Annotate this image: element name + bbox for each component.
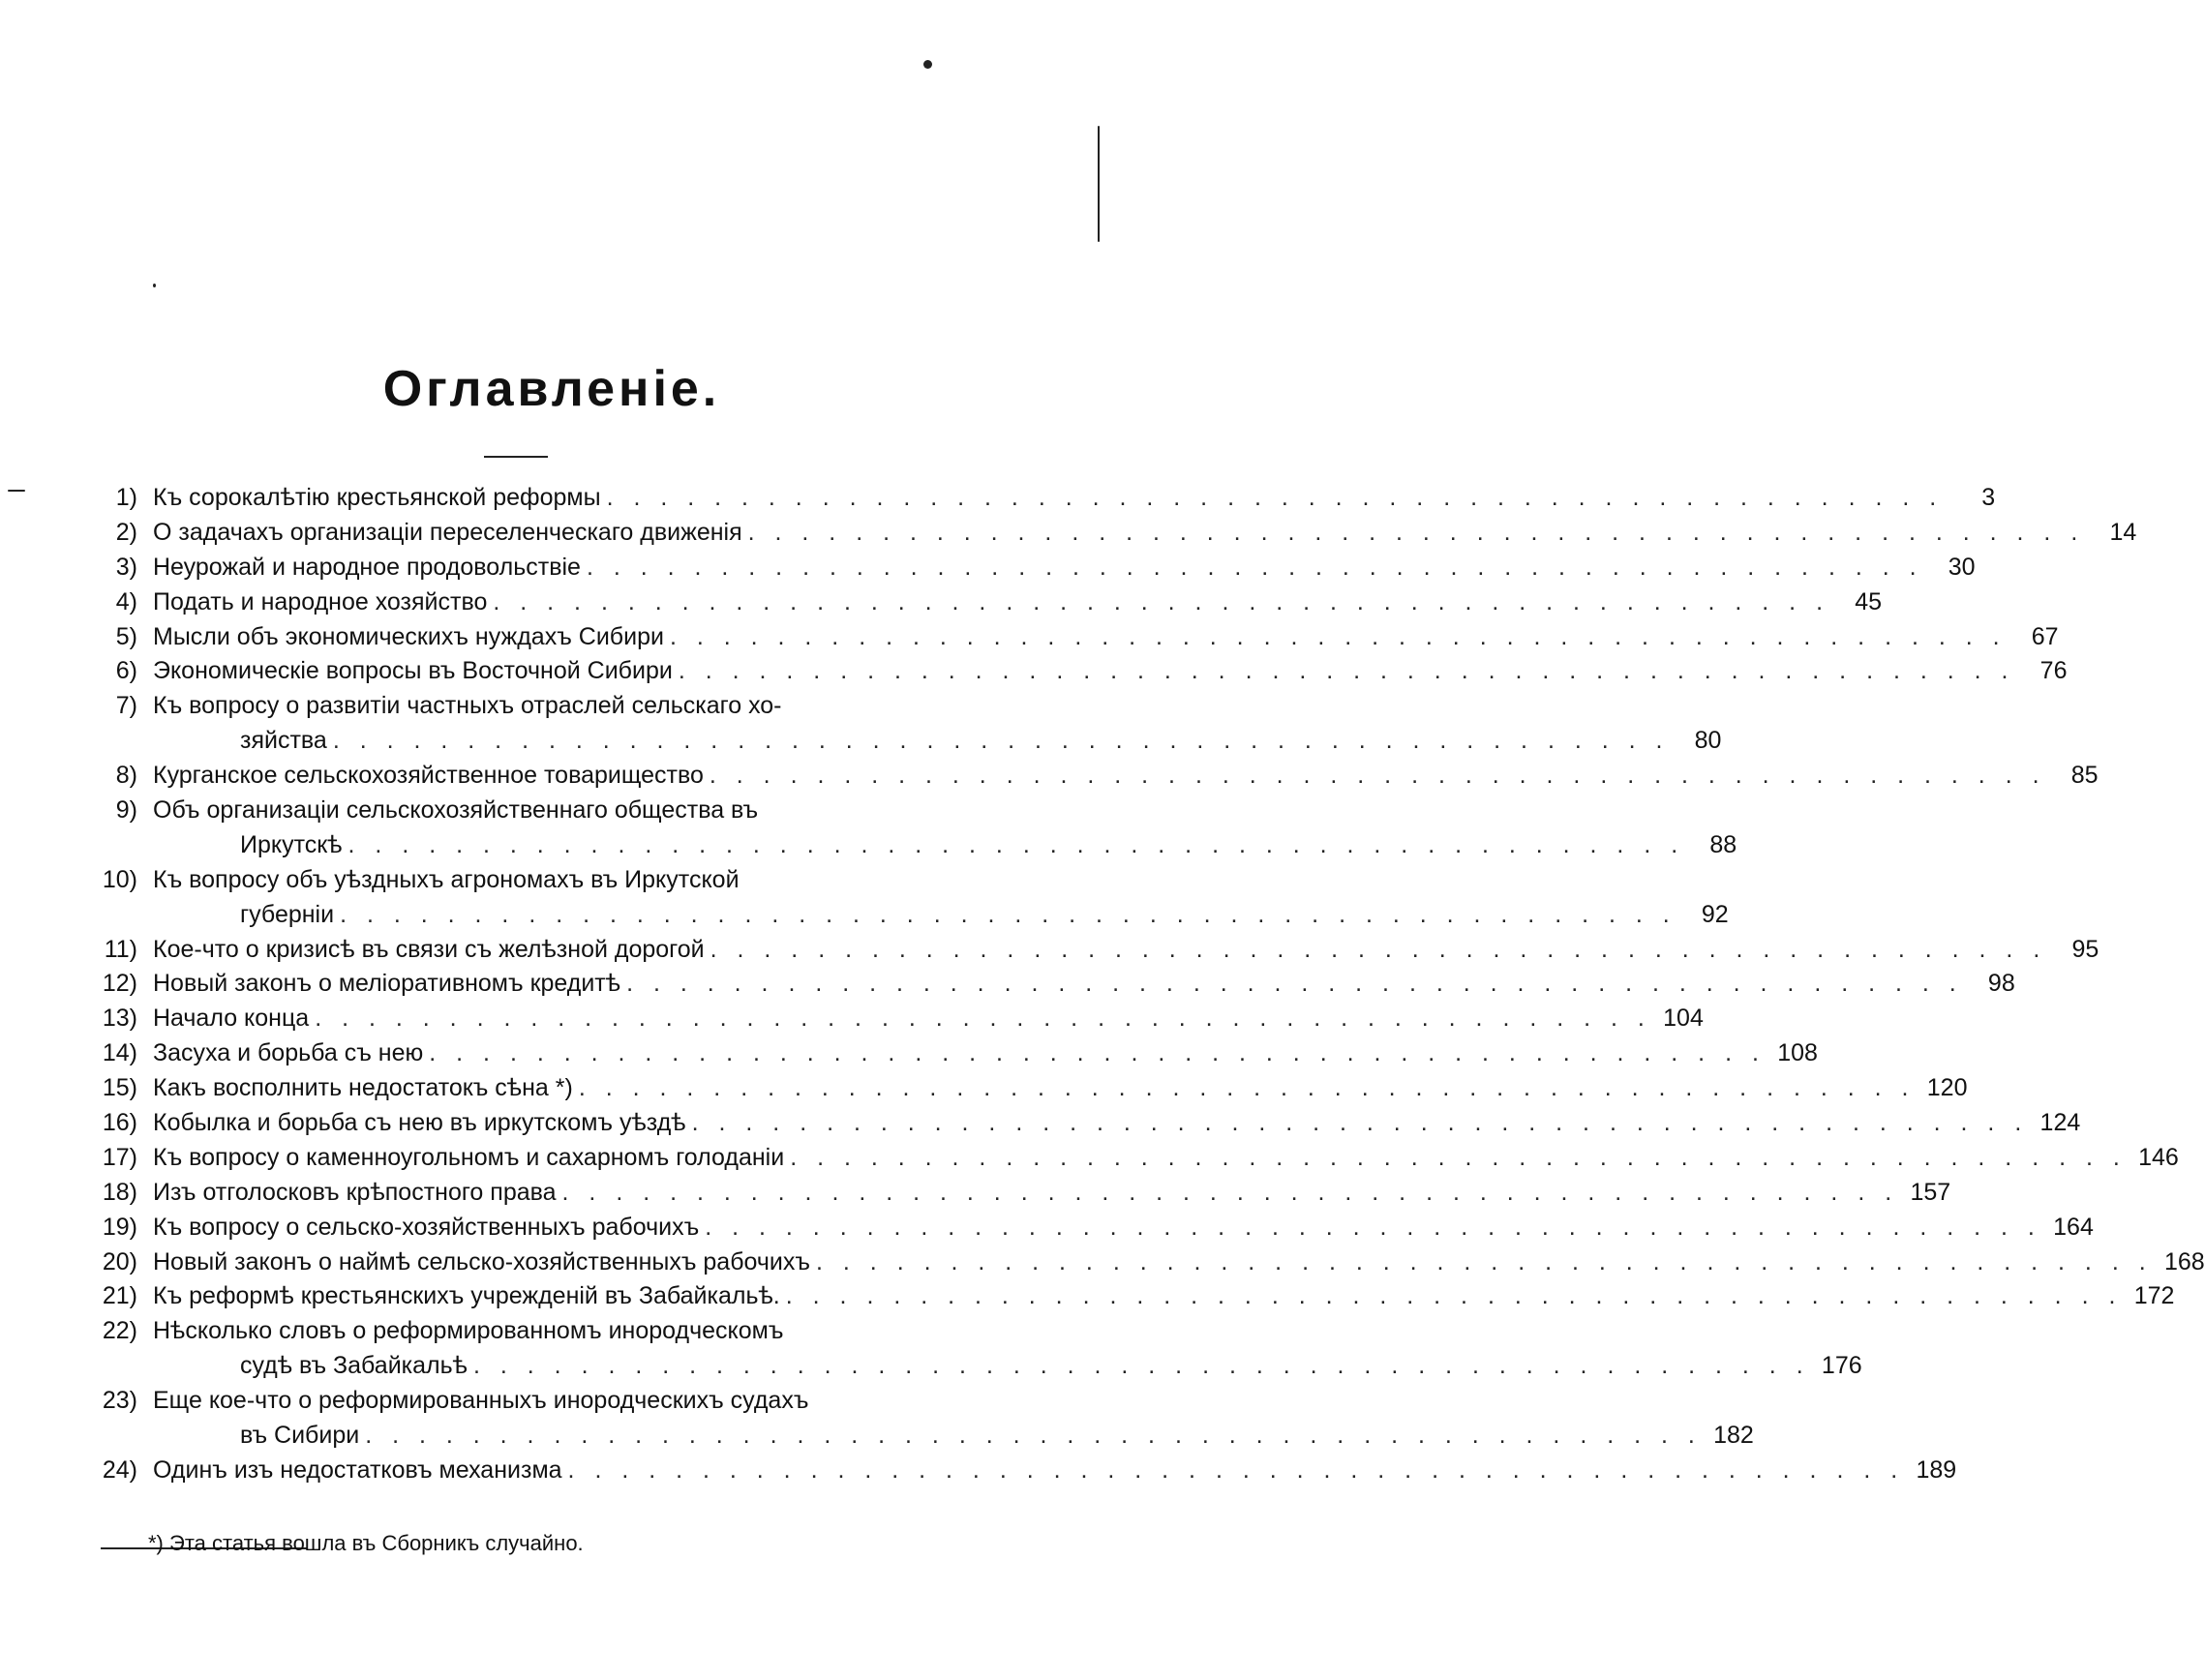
- toc-line: [93, 1454, 1957, 1488]
- toc-entry: [93, 1245, 2205, 1280]
- leader-dots: . . . . . . . . . . . . . . . . . . . . . . . . . . . . . . . . . . . . . . . . . . . . . . . . . .: [332, 727, 1670, 755]
- toc-number: 2): [115, 518, 137, 546]
- leader-dots: . . . . . . . . . . . . . . . . . . . . . . . . . . . . . . . . . . . . . . . . . . . . . . . . . .: [561, 1178, 1899, 1206]
- toc-page-number: 182: [1713, 1422, 1754, 1450]
- toc-line: [93, 1245, 2205, 1280]
- scan-speck: [1098, 126, 1100, 242]
- toc-page-number: 30: [1948, 553, 1976, 581]
- toc-number: 19): [102, 1213, 137, 1241]
- toc-title: Экономическіе вопросы въ Восточной Сибири: [153, 657, 673, 685]
- toc-number: 6): [115, 657, 137, 685]
- toc-title: Мысли объ экономическихъ нуждахъ Сибири: [153, 622, 664, 650]
- toc-line: [93, 1419, 1754, 1454]
- toc-title: Новый законъ о меліоративномъ кредитѣ: [153, 970, 621, 998]
- title-divider: [484, 456, 548, 458]
- toc-tail: [153, 1071, 1968, 1106]
- toc-entry: [93, 1279, 2175, 1314]
- toc-page-number: 67: [2031, 622, 2059, 650]
- toc-title: Одинъ изъ недостатковъ механизма: [153, 1455, 562, 1484]
- leader-dots: . . . . . . . . . . . . . . . . . . . . . . . . . . . . . . . . . . . . . . . . . . . . . . . . . .: [347, 830, 1685, 858]
- scan-speck: [923, 60, 932, 69]
- toc-page-number: 80: [1694, 727, 1722, 755]
- toc-page-number: 189: [1916, 1455, 1957, 1484]
- toc-number: 17): [102, 1143, 137, 1171]
- toc-entry: [93, 933, 2099, 968]
- leader-dots: . . . . . . . . . . . . . . . . . . . . . . . . . . . . . . . . . . . . . . . . . . . . . . . . . .: [473, 1352, 1810, 1380]
- toc-tail: [153, 1454, 1957, 1488]
- toc-line: [93, 724, 1722, 759]
- toc-line: [93, 863, 935, 898]
- toc-title: губерніи: [240, 900, 335, 928]
- toc-page-number: 76: [2039, 657, 2068, 685]
- leader-dots: . . . . . . . . . . . . . . . . . . . . . . . . . . . . . . . . . . . . . . . . . . . . . . . . . .: [365, 1422, 1702, 1450]
- toc-page-number: 14: [2109, 518, 2137, 546]
- toc-entry: [93, 654, 2068, 689]
- toc-title: Какъ восполнить недостатокъ сѣна *): [153, 1074, 573, 1102]
- toc-tail: [153, 620, 2059, 655]
- toc-tail: [153, 759, 2099, 794]
- toc-line: [93, 516, 2137, 551]
- toc-title: Еще кое-что о реформированныхъ инородческихъ судахъ: [153, 1387, 809, 1415]
- toc-page-number: 98: [1987, 970, 2015, 998]
- toc-tail: [153, 1211, 2094, 1245]
- toc-title: Иркутскѣ: [240, 830, 343, 858]
- toc-entry: [93, 1002, 1704, 1036]
- toc-line: [93, 1314, 935, 1349]
- toc-title: Новый законъ о наймѣ сельско-хозяйственныхъ рабочихъ: [153, 1247, 811, 1275]
- toc-tail: [153, 654, 2068, 689]
- toc-title: Къ вопросу объ уѣздныхъ агрономахъ въ Иркутской: [153, 865, 740, 893]
- toc-line: [93, 1071, 1968, 1106]
- toc-tail: [240, 898, 1729, 933]
- toc-number: 14): [102, 1039, 137, 1067]
- toc-page-number: 95: [2071, 935, 2099, 963]
- toc-number: 9): [115, 796, 137, 825]
- toc-number: 20): [102, 1247, 137, 1275]
- toc-line: [93, 585, 1883, 620]
- toc-entry: [93, 1141, 2179, 1176]
- toc-tail: [240, 1419, 1754, 1454]
- toc-page-number: 3: [1981, 484, 1996, 511]
- toc-number: 3): [115, 553, 137, 581]
- toc-title: Къ реформѣ крестьянскихъ учрежденій въ Забайкальѣ.: [153, 1282, 780, 1310]
- toc-line: [93, 794, 935, 828]
- toc-title: Подать и народное хозяйство: [153, 587, 488, 615]
- leader-dots: . . . . . . . . . . . . . . . . . . . . . . . . . . . . . . . . . . . . . . . . . . . . . . . . . .: [429, 1039, 1766, 1067]
- toc-number: 11): [104, 935, 137, 963]
- toc-entry: [93, 1314, 1862, 1384]
- toc-entry: [93, 1176, 1951, 1211]
- scan-speck: [153, 284, 156, 287]
- toc-line: [93, 759, 2099, 794]
- toc-entry: [93, 759, 2099, 794]
- leader-dots: . . . . . . . . . . . . . . . . . . . . . . . . . . . . . . . . . . . . . . . . . . . . . . . . . .: [785, 1282, 2123, 1310]
- leader-dots: . . . . . . . . . . . . . . . . . . . . . . . . . . . . . . . . . . . . . . . . . . . . . . . . . .: [678, 657, 2015, 685]
- toc-entry: [93, 620, 2059, 655]
- toc-number: 5): [115, 622, 137, 650]
- toc-number: 10): [102, 865, 137, 893]
- toc-title: Курганское сельскохозяйственное товарищество: [153, 762, 704, 790]
- toc-line: [93, 967, 2015, 1002]
- toc-number: 12): [102, 970, 137, 998]
- toc-line: [93, 1106, 2081, 1141]
- footnote: *) Эта статья вошла въ Сборникъ случайно.: [148, 1531, 584, 1555]
- toc-line: [93, 933, 2099, 968]
- toc-title: Къ вопросу о сельско-хозяйственныхъ рабочихъ: [153, 1213, 700, 1241]
- leader-dots: . . . . . . . . . . . . . . . . . . . . . . . . . . . . . . . . . . . . . . . . . . . . . . . . . .: [691, 1109, 2029, 1137]
- toc-tail: [153, 481, 1996, 516]
- leader-dots: . . . . . . . . . . . . . . . . . . . . . . . . . . . . . . . . . . . . . . . . . . . . . . . . . .: [578, 1074, 1916, 1102]
- toc-title: Кое-что о кризисѣ въ связи съ желѣзной дорогой: [153, 935, 705, 963]
- toc-line: [93, 654, 2068, 689]
- toc-number: 21): [102, 1282, 137, 1310]
- toc-page-number: 45: [1855, 587, 1883, 615]
- leader-dots: . . . . . . . . . . . . . . . . . . . . . . . . . . . . . . . . . . . . . . . . . . . . . . . . . .: [315, 1005, 1651, 1033]
- leader-dots: . . . . . . . . . . . . . . . . . . . . . . . . . . . . . . . . . . . . . . . . . . . . . . . . . .: [669, 622, 2007, 650]
- toc-entry: [93, 967, 2015, 1002]
- toc-page-number: 88: [1709, 830, 1737, 858]
- toc-title: Къ вопросу о развитіи частныхъ отраслей сельскаго хо-: [153, 692, 782, 720]
- toc-entry: [93, 585, 1883, 620]
- toc-line: [93, 898, 1729, 933]
- toc-line: [93, 620, 2059, 655]
- toc-tail: [240, 1349, 1862, 1384]
- toc-page-number: 104: [1663, 1005, 1704, 1033]
- leader-dots: . . . . . . . . . . . . . . . . . . . . . . . . . . . . . . . . . . . . . . . . . . . . . . . . . .: [705, 1213, 2041, 1241]
- toc-entry: [93, 1106, 2081, 1141]
- toc-title: О задачахъ организаціи переселенческаго движенія: [153, 518, 742, 546]
- toc-page-number: 124: [2039, 1109, 2081, 1137]
- toc-line: [93, 481, 1996, 516]
- toc-tail: [153, 585, 1883, 620]
- toc-number: 15): [102, 1074, 137, 1102]
- toc-tail: [153, 1141, 2179, 1176]
- toc-title: Кобылка и борьба съ нею въ иркутскомъ уѣздѣ: [153, 1109, 686, 1137]
- toc-line: [93, 1211, 2094, 1245]
- toc-title: Начало конца: [153, 1005, 310, 1033]
- toc-title: зяйства: [240, 727, 327, 755]
- leader-dots: . . . . . . . . . . . . . . . . . . . . . . . . . . . . . . . . . . . . . . . . . . . . . . . . . .: [340, 900, 1676, 928]
- toc-entry: [93, 1454, 1957, 1488]
- toc-number: 7): [115, 692, 137, 720]
- toc-line: [93, 1036, 1818, 1071]
- toc-line: [93, 1279, 2175, 1314]
- toc-title: Засуха и борьба съ нею: [153, 1039, 424, 1067]
- toc-line: [93, 1141, 2179, 1176]
- toc-title: Къ сорокалѣтію крестьянской реформы: [153, 484, 601, 511]
- toc-page-number: 146: [2138, 1143, 2179, 1171]
- toc-page-number: 176: [1821, 1352, 1862, 1380]
- toc-page-number: 120: [1926, 1074, 1968, 1102]
- leader-dots: . . . . . . . . . . . . . . . . . . . . . . . . . . . . . . . . . . . . . . . . . . . . . . . . . .: [606, 484, 1944, 511]
- toc-tail: [153, 1245, 2205, 1280]
- toc-number: 23): [102, 1387, 137, 1415]
- toc-page-number: 92: [1701, 900, 1729, 928]
- toc-line: [93, 551, 1976, 585]
- toc-page-number: 108: [1777, 1039, 1818, 1067]
- toc-entry: [93, 863, 1729, 933]
- toc-tail: [153, 1036, 1818, 1071]
- toc-tail: [153, 1106, 2081, 1141]
- toc-number: 8): [115, 762, 137, 790]
- toc-title: Къ вопросу о каменноугольномъ и сахарномъ голоданіи: [153, 1143, 785, 1171]
- toc-entry: [93, 481, 1996, 516]
- toc-entry: [93, 516, 2137, 551]
- toc-number: 24): [102, 1455, 137, 1484]
- toc-entry: [93, 1211, 2094, 1245]
- toc-number: 18): [102, 1178, 137, 1206]
- toc-line: [93, 1002, 1704, 1036]
- toc-page-number: 164: [2053, 1213, 2094, 1241]
- toc-tail: [153, 1176, 1951, 1211]
- toc-entry: [93, 1384, 1754, 1454]
- page-title: Оглавленіе.: [382, 361, 721, 417]
- leader-dots: . . . . . . . . . . . . . . . . . . . . . . . . . . . . . . . . . . . . . . . . . . . . . . . . . .: [747, 518, 2085, 546]
- toc-tail: [240, 828, 1737, 863]
- leader-dots: . . . . . . . . . . . . . . . . . . . . . . . . . . . . . . . . . . . . . . . . . . . . . . . . . .: [709, 762, 2046, 790]
- toc-line: [93, 1349, 1862, 1384]
- toc-title: Нѣсколько словъ о реформированномъ инородческомъ: [153, 1317, 784, 1345]
- toc-page-number: 157: [1910, 1178, 1951, 1206]
- toc-number: 13): [102, 1005, 137, 1033]
- toc-line: [93, 689, 935, 724]
- toc-entry: [93, 1071, 1968, 1106]
- toc-page-number: 168: [2163, 1247, 2205, 1275]
- toc-line: [93, 1176, 1951, 1211]
- toc-line: [93, 828, 1737, 863]
- leader-dots: . . . . . . . . . . . . . . . . . . . . . . . . . . . . . . . . . . . . . . . . . . . . . . . . . .: [790, 1143, 2127, 1171]
- toc-tail: [153, 551, 1976, 585]
- toc-title: судѣ въ Забайкальѣ: [240, 1352, 468, 1380]
- table-of-contents: [93, 481, 2205, 1488]
- toc-page-number: 85: [2070, 762, 2099, 790]
- toc-title: Объ организаціи сельскохозяйственнаго общества въ: [153, 796, 759, 825]
- toc-line: [93, 1384, 935, 1419]
- toc-entry: [93, 794, 1737, 863]
- toc-tail: [153, 1279, 2175, 1314]
- toc-page-number: 172: [2133, 1282, 2175, 1310]
- leader-dots: . . . . . . . . . . . . . . . . . . . . . . . . . . . . . . . . . . . . . . . . . . . . . . . . . .: [586, 553, 1923, 581]
- leader-dots: . . . . . . . . . . . . . . . . . . . . . . . . . . . . . . . . . . . . . . . . . . . . . . . . . .: [567, 1455, 1905, 1484]
- toc-tail: [153, 516, 2137, 551]
- toc-number: 1): [115, 484, 137, 511]
- toc-entry: [93, 689, 1722, 759]
- toc-title: Изъ отголосковъ крѣпостного права: [153, 1178, 557, 1206]
- toc-number: 4): [115, 587, 137, 615]
- toc-entry: [93, 1036, 1818, 1071]
- toc-title: Неурожай и народное продовольствіе: [153, 553, 581, 581]
- leader-dots: . . . . . . . . . . . . . . . . . . . . . . . . . . . . . . . . . . . . . . . . . . . . . . . . . .: [626, 970, 1963, 998]
- toc-title: въ Сибири: [240, 1422, 360, 1450]
- leader-dots: . . . . . . . . . . . . . . . . . . . . . . . . . . . . . . . . . . . . . . . . . . . . . . . . . .: [816, 1247, 2153, 1275]
- toc-tail: [153, 933, 2099, 968]
- toc-tail: [153, 967, 2015, 1002]
- leader-dots: . . . . . . . . . . . . . . . . . . . . . . . . . . . . . . . . . . . . . . . . . . . . . . . . . .: [710, 935, 2047, 963]
- scan-speck: [8, 490, 25, 492]
- toc-number: 16): [102, 1109, 137, 1137]
- toc-tail: [153, 1002, 1704, 1036]
- toc-number: 22): [102, 1317, 137, 1345]
- toc-tail: [240, 724, 1722, 759]
- toc-entry: [93, 551, 1976, 585]
- leader-dots: . . . . . . . . . . . . . . . . . . . . . . . . . . . . . . . . . . . . . . . . . . . . . . . . . .: [493, 587, 1830, 615]
